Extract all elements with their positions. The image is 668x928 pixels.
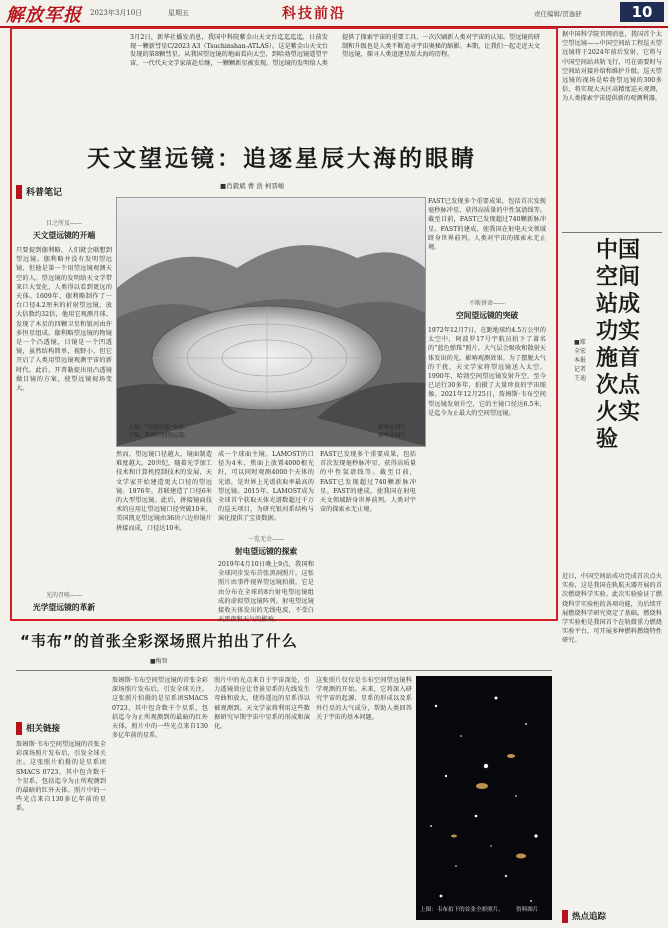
editor-credit: 责任编辑/贺逸舒 xyxy=(534,10,582,18)
deep-field-photo xyxy=(416,676,552,920)
side-body-text: 近日，中国空间站成功完成首次点火实验，这是我国在轨航天器开展的首次燃烧科学实验。此次实验验证了燃烧科学实验柜的各项功能，为后续开展燃烧科学研究奠定了基础。燃烧科学实验柜是我国首个在轨微重力燃烧实验平台，可开展多种燃料燃烧特性研究。 xyxy=(562,573,662,645)
subhead: 空间望远镜的突破 xyxy=(455,311,519,320)
tag-marker xyxy=(16,185,22,199)
body-text: 1972年12月7日，在距地球约4.5万公里的太空中，阿波罗17号宇航员拍下了著名的“蓝色弹珠”照片。大气层会吸收和散射天体发出的光，影响观测效果。为了摆脱大气的干扰，天文学家将望远镜送入太空。1990年，哈勃空间望远镜发射升空，至今已运行30多年，拍摄了大量珍贵的宇宙图像。2021年12月25日，詹姆斯·韦布空间望远镜发射升空，它的主镜口径达6.5米，是迄今为止最大的空间望远镜。 xyxy=(428,327,546,417)
page-number: 10 xyxy=(620,2,664,22)
body-text: 只要提到伽利略，人们就会联想到望远镜。伽利略并没有发明望远镜，但他是第一个用望远镜观测天空的人。望远镜的发明给天文学带来巨大变化，人类得以看到更远的天体。1609年，伽利略制作了一台口径4.2厘米的折射望远镜，放大倍数约32倍，他用它观测月球、发现了木星的四颗卫星和银河由许多恒星组成。伽利略望远镜的物镜是一个凸透镜，目镜是一个凹透镜，虽然结构简单，视野小，但它开启了人类用望远镜观测宇宙的新时代。此后，开普勒提出用凸透镜做目镜的方案，使望远镜视场变大。 xyxy=(16,247,112,393)
photo-credit: 新华社图片 xyxy=(378,433,406,439)
divider xyxy=(562,232,662,233)
photo-caption: 下图：哈勃空间望远镜。 xyxy=(128,433,190,439)
tag-label: 相关链接 xyxy=(26,724,61,734)
body-text: 2019年4月10日晚上9点，我国和全球同步发布首张黑洞照片。这张照片由事件视界望远镜拍摄，它是由分布在全球的8台射电望远镜组成的虚拟望远镜阵列。射电望远镜接收天体发出的无线电波，不受白天黑夜和天气的影响。 xyxy=(218,561,314,624)
section-title: 科技前沿 xyxy=(282,6,346,22)
photo-credit: 新华社图片 xyxy=(378,425,406,431)
divider xyxy=(16,670,552,671)
photo-caption: 上图：“中国天眼”全景。 xyxy=(128,425,190,431)
body-text: FAST已发现多个重要成果，包括首次发现毫秒脉冲星、获得高质量的中性氢谱线等。截至目前，FAST已发现超过740颗新脉冲星。FAST的建成，使我国在射电天文领域跻身世界前列。人类对宇宙的探索永无止境。 xyxy=(428,198,546,252)
subhead: 天文望远镜的开端 xyxy=(32,231,96,240)
masthead: 解放军报 xyxy=(6,5,82,26)
body-text: 然而，望远镜口径越大，镜面制造难度越大。20世纪，随着光学加工技术和计算机控制技术的发展，天文学家开始建造更大口径的望远镜。1976年，苏联建造了口径6米的大型望远镜。此后，拼接镜面技术的应用让望远镜口径突破10米，美国凯克望远镜由36块六边形镜片拼接而成，口径达10米。 xyxy=(116,451,212,532)
body-text: FAST已发现多个重要成果，包括首次发现毫秒脉冲星、获得高质量的中性氢谱线等。截至目前，FAST已发现超过740颗新脉冲星。FAST的建成，使我国在射电天文领域跻身世界前列。人类对宇宙的探索永无止境。 xyxy=(320,451,416,514)
article-headline: 天文望远镜：追逐星辰大海的眼睛 xyxy=(87,146,477,172)
issue-date: 2023年3月10日 xyxy=(90,9,143,17)
telescope-photo-art xyxy=(117,198,425,446)
bottom-headline: “韦布”的首张全彩深场照片拍出了什么 xyxy=(20,632,298,650)
tag-label: 热点追踪 xyxy=(572,912,607,922)
space-photo-credit: 资料图片 xyxy=(516,907,539,913)
space-photo-caption: 上图：韦布拍下的首张全彩照片。 xyxy=(420,907,504,913)
body-text: 这张照片仅仅是韦布空间望远镜科学观测的开始。未来，它将深入研究宇宙的起源、星系的形成以及系外行星的大气成分，帮助人类回答关于宇宙的基本问题。 xyxy=(316,677,412,721)
tag-marker xyxy=(562,910,568,923)
subhead-kicker: 光的召唤—— xyxy=(45,592,82,599)
bottom-byline: ■梅智 xyxy=(150,658,168,665)
subhead-kicker: 一览无余—— xyxy=(247,536,284,543)
article-byline: ■肖毅斌 曹 浩 柯晋峻 xyxy=(220,182,285,190)
subhead-kicker: 目之所及—— xyxy=(45,220,82,227)
body-text: 照片中的光点来自于宇宙深处，引力透镜效应让背景星系的光线发生弯曲和放大，使得遥远的星系得以被观测到。天文学家将利用这些数据研究早期宇宙中星系的形成和演化。 xyxy=(214,677,310,731)
issue-weekday: 星期五 xyxy=(168,9,189,17)
tag-marker xyxy=(16,722,22,735)
article-intro: 3月2日，新华社播发消息，我国中科院紫金山天文台迄迄迄迄，日前发现一颗新彗星C/2023 A3（Tsuchinshan-ATLAS）。这是紫金山天文台发现的第8颗彗星。从我国望远镜的地面看向太空，到哈勃望远镜遥望宇宙，一代代天文学家前赴后继，一颗颗新星被发现。望远镜的发明给人类提供了探索宇宙的重要工具，一次次刷新人类对宇宙的认知。望远镜的研制和升级也是人类不断追寻宇宙奥秘的缩影。本期，让我们一起走近天文望远镜，探寻人类追逐星辰大海的历程。 xyxy=(130,34,540,67)
body-text: 詹姆斯·韦布空间望远镜的首张全彩深场照片发布后，引发全球关注。这张照片拍摄的是星系团SMACS 0723，其中包含数千个星系，包括迄今为止所观测到的最暗的红外天体。照片中的一些光点来自130多亿年前的星系。 xyxy=(112,677,208,740)
subhead: 光学望远镜的革新 xyxy=(32,603,96,612)
telescope-photo xyxy=(116,197,426,447)
subhead-kicker: 不断拼命—— xyxy=(468,300,505,307)
side-byline: ■郑全宏 本报记者 王迪 xyxy=(574,339,587,382)
subhead: 射电望远镜的探索 xyxy=(234,547,298,556)
body-text: 成一个球面主镜。LAMOST的口径为4米，焦面上放置4000根光纤，可以同时观测4000个天体的光谱，是世界上光谱获取率最高的望远镜。2015年，LAMOST成为全球首个获取天体光谱数超过千万的巡天项目，为研究银河系结构与演化提供了宝贵数据。 xyxy=(218,451,314,523)
side-headline: 中国空间站成功实施首次点火实验 xyxy=(596,238,641,452)
body-text: 詹姆斯·韦布空间望远镜的首张全彩深场照片发布后，引发全球关注。这张照片拍摄的是星系团SMACS 0723，其中包含数千个星系，包括迄今为止所观测到的最暗的红外天体。照片中的一些光点来自130多亿年前的星系。 xyxy=(16,741,106,813)
side-body-text: 据中国科学院官网消息，我国首个太空望远镜——中国空间站工程巡天望远镜将于2024年前后发射，它将与中国空间站共轨飞行，可在需要时与空间站对接补给和维护升级。巡天望远镜的视场是哈勃望远镜的300多倍，将实现大天区高精度巡天观测，为人类探索宇宙提供新的观测利器。 xyxy=(562,31,662,103)
deep-field-photo-art xyxy=(416,676,552,920)
tag-label: 科普笔记 xyxy=(26,188,63,198)
